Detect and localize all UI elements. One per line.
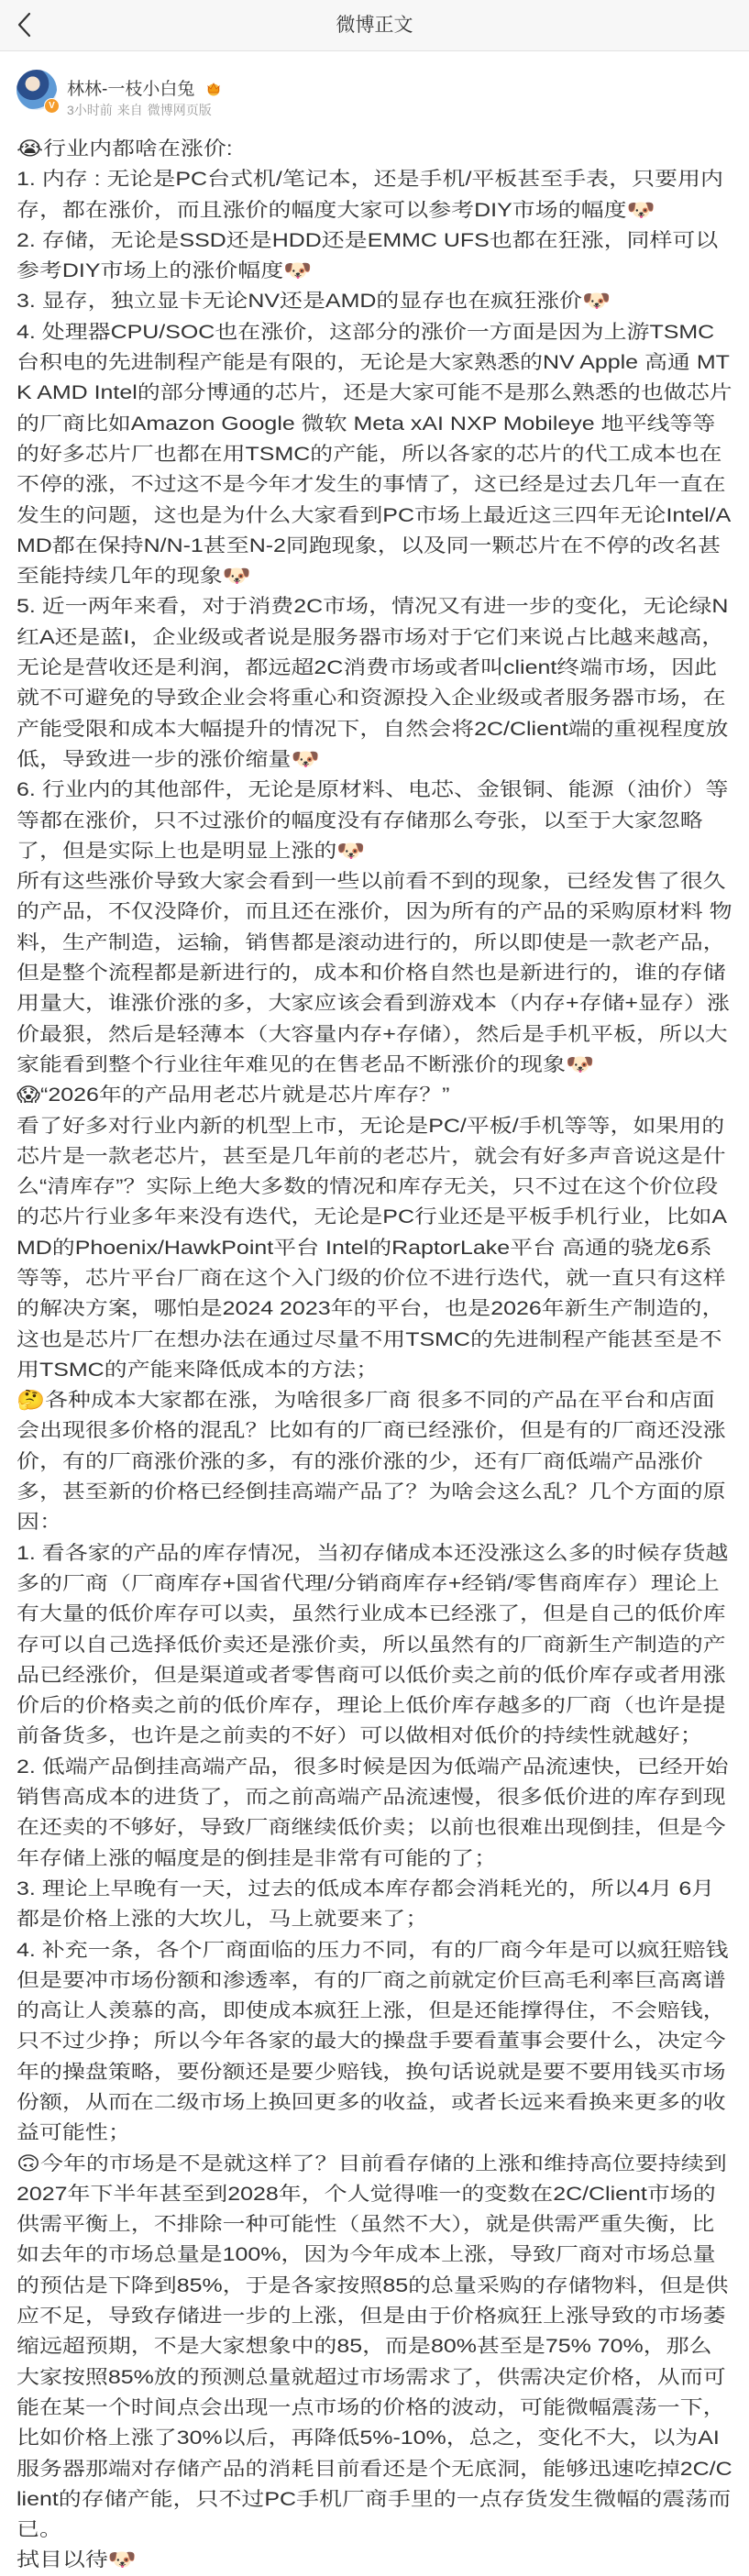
post-paragraph: 所有这些涨价导致大家会看到一些以前看不到的现象，已经发售了很久的产品，不仅没降价，而且还在涨价，因为所有的产品的采购原材料 物料，生产制造，运输，销售都是滚动进行的，所以即使是一款老产品，但是整个流程都是新进行的，成本和价格自然也是新进行的，谁的存储用量大，谁涨价涨的多，大家应该会看到游戏本（内存+存储+显存）涨价最狠，然后是轻薄本（大容量内存+存储），然后是手机平板，所以大家能看到整个行业往年难见的在售老品不断涨价的现象🐶 bbox=[17, 871, 732, 1075]
post-paragraph: 4. 补充一条，各个厂商面临的压力不同，有的厂商今年是可以疯狂赔钱但是要冲市场份额和渗透率，有的厂商之前就定价巨高毛利率巨高离谱的高让人羡慕的高，即使成本疯狂上涨，但是还能撑得住，不会赔钱，只不过少挣；所以今年各家的最大的操盘手要看董事会要什么，决定今年的操盘策略，要份额还是要少赔钱，换句话说就是要不要用钱买市场份额，从而在二级市场上换回更多的收益，或者长远来看换来更多的收益可能性； bbox=[17, 1939, 729, 2144]
post-paragraph: 😱“2026年的产品用老芯片就是芯片库存？” bbox=[17, 1084, 450, 1106]
post-paragraph: 🤔各种成本大家都在涨，为啥很多厂商 很多不同的产品在平台和店面会出现很多价格的混乱？比如有的厂商已经涨价，但是有的厂商还没涨价，有的厂商涨价涨的多，有的涨价涨的少，还有厂商低端产品涨价多，甚至新的价格已经倒挂高端产品了？为啥会这么乱？几个方面的原因： bbox=[17, 1390, 726, 1534]
post-paragraph: 2. 低端产品倒挂高端产品，很多时候是因为低端产品流速快，已经开始销售高成本的进货了，而之前高端产品流速慢，很多低价进的库存到现在还卖的不够好，导致厂商继续低价卖；以前也很难出现倒挂，但是今年存储上涨的幅度是的倒挂是非常有可能的了； bbox=[17, 1756, 729, 1869]
post-meta bbox=[67, 101, 216, 119]
page-title: 微博正文 bbox=[336, 15, 413, 36]
post-paragraph: 2. 存储，无论是SSD还是HDD还是EMMC UFS也都在狂涨，同样可以参考DIY市场上的涨价幅度🐶 bbox=[17, 229, 719, 282]
crown-badge-icon bbox=[205, 82, 222, 96]
post-paragraph: 看了好多对行业内新的机型上市，无论是PC/平板/手机等等，如果用的芯片是一款老芯片，甚至是几年前的老芯片，就会有好多声音说这是什么“清库存”？实际上绝大多数的情况和库存无关，只不过在这个价位段的芯片行业多年来没有迭代，无论是PC行业还是平板手机行业，比如AMD的Phoenix/HawkPoint平台 Intel的RaptorLake平台 高通的骁龙6系等等，芯片平台厂商在这个入门级的价位不进行迭代，就一直只有这样的解决方案，哪怕是2024 2023年的平台，也是2026年新生产制造的，这也是芯片厂在想办法在通过尽量不用TSMC的先进制程产能甚至是不用TSMC的产能来降低成本的方法； bbox=[17, 1115, 728, 1381]
author-name: 林林-一枝小白兔 bbox=[67, 80, 195, 99]
post-paragraph: 1. 内存 : 无论是PC台式机/笔记本，还是手机/平板甚至手表，只要用内存，都在涨价，而且涨价的幅度大家可以参考DIY市场的幅度🐶 bbox=[17, 169, 723, 221]
post-body bbox=[0, 134, 749, 2576]
post-paragraph: 🙃今年的市场是不是就这样了？目前看存储的上涨和维持高位要持续到2027年下半年甚至到2028年，个人觉得唯一的变数在2C/Client市场的供需平衡上，不排除一种可能性（虽然不大），就是供需严重失衡，比如去年的市场总量是100%，因为今年成本上涨，导致厂商对市场总量的预估是下降到85%，于是各家按照85的总量采购的存储物料，但是供应不足，导致存储进一步的上涨，但是由于价格疯狂上涨导致的市场萎缩远超预期，不是大家想象中的85，而是80%甚至是75% 70%，那么大家按照85%放的预测总量就超过市场需求了，供需决定价格，从而可能在某一个时间点会出现一点市场的价格的波动，可能微幅震荡一下，比如价格上涨了30%以后，再降低5%-10%，总之，变化不大，以为AI服务器那端对存储产品的消耗目前看还是个无底洞，能够迅速吃掉2C/Client的存储产能，只不过PC手机厂商手里的一点存货发生微幅的震荡而已。 bbox=[17, 2152, 732, 2541]
author-name-link[interactable] bbox=[67, 75, 222, 100]
post-source: 微博网页版 bbox=[147, 103, 212, 117]
post-time: 3小时前 bbox=[67, 103, 113, 117]
post-paragraph: 拭目以待🐶 bbox=[17, 2549, 137, 2571]
post-paragraph: 4. 处理器CPU/SOC也在涨价，这部分的涨价一方面是因为上游TSMC台积电的先进制程产能是有限的，无论是大家熟悉的NV Apple 高通 MTK AMD Intel的部分博通的芯片，还是大家可能不是那么熟悉的也做芯片的厂商比如Amazon Google 微软 Meta xAI NXP Mobileye 地平线等等的好多芯片厂也都在用TSMC的产能，所以各家的芯片的代工成本也在不停的涨，不过这不是今年才发生的事情了，这已经是过去几年一直在发生的问题，这也是为什么大家看到PC市场上最近这三四年无论Intel/AMD都在保持N/N-1甚至N-2同跑现象，以及同一颗芯片在不停的改名甚至能持续几年的现象🐶 bbox=[17, 321, 732, 588]
post-paragraph: 3. 理论上早晚有一天，过去的低成本库存都会消耗光的，所以4月 6月都是价格上涨的大坎儿，马上就要来了； bbox=[17, 1877, 715, 1931]
source-prefix: 来自 bbox=[116, 103, 143, 117]
post-paragraph: 1. 看各家的产品的库存情况，当初存储成本还没涨这么多的时候存货越多的厂商（厂商库存+国省代理/分销商库存+经销/零售商库存）理论上有大量的低价库存可以卖，虽然行业成本已经涨了，但是自己的低价库存可以自己选择低价卖还是涨价卖，所以虽然有的厂商新生产制造的产品已经涨价，但是渠道或者零售商可以低价卖之前的低价库存或者用涨价后的价格卖之前的低价库存，理论上低价库存越多的厂商（也许是提前备货多，也许是之前卖的不好）可以做相对低价的持续性就越好； bbox=[17, 1542, 729, 1747]
top-navigation-bar bbox=[0, 0, 749, 51]
post-text bbox=[17, 134, 733, 2576]
post-paragraph: 3. 显存，独立显卡无论NV还是AMD的显存也在疯狂涨价🐶 bbox=[17, 291, 611, 313]
post-paragraph: 😭行业内都啥在涨价: bbox=[17, 138, 233, 160]
post-paragraph: 6. 行业内的其他部件，无论是原材料、电芯、金银铜、能源（油价）等等都在涨价，只不过涨价的幅度没有存储那么夸张，以至于大家忽略了，但是实际上也是明显上涨的🐶 bbox=[17, 779, 729, 862]
author-header bbox=[0, 51, 749, 134]
post-paragraph: 5. 近一两年来看，对于消费2C市场，情况又有进一步的变化，无论绿N 红A还是蓝I，企业级或者说是服务器市场对于它们来说占比越来越高，无论是营收还是利润，都远超2C消费市场或者叫client终端市场，因此就不可避免的导致企业会将重心和资源投入企业级或者服务器市场，在产能受限和成本大幅提升的情况下，自然会将2C/Client端的重视程度放低，导致进一步的涨价缩量🐶 bbox=[17, 596, 729, 770]
verified-v-icon: V bbox=[44, 98, 60, 114]
